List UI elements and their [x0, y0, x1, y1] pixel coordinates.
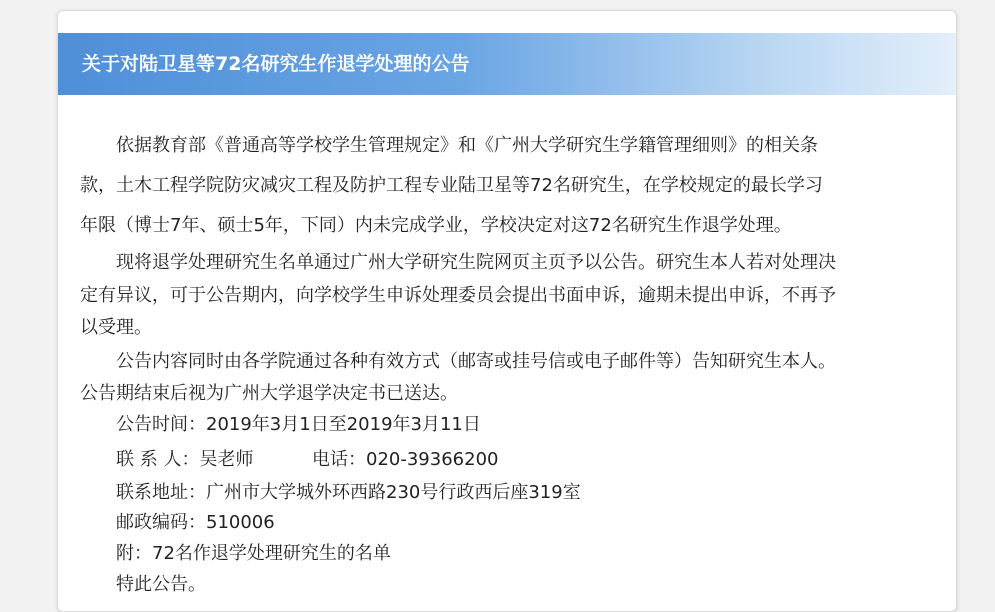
contact-person: 联 系 人：吴老师 — [116, 449, 254, 470]
paragraph1-line3: 年限（博士7年、硕士5年，下同）内未完成学业，学校决定对这72名研究生作退学处理。 — [80, 215, 792, 236]
paragraph3-line2: 公告期结束后视为广州大学退学决定书已送达。 — [80, 383, 458, 404]
paragraph2-line1: 现将退学处理研究生名单通过广州大学研究生院网页主页予以公告。研究生本人若对处理决 — [116, 252, 836, 273]
paragraph2-line3: 以受理。 — [80, 317, 152, 338]
announce-time: 公告时间：2019年3月1日至2019年3月11日 — [116, 414, 481, 435]
paragraph1-line2: 款，土木工程学院防灾减灾工程及防护工程专业陆卫星等72名研究生，在学校规定的最长学习 — [80, 175, 823, 196]
notice-title: 关于对陆卫星等72名研究生作退学处理的公告 — [82, 53, 470, 75]
notice-header — [58, 33, 956, 95]
attachment-note: 附：72名作退学处理研究生的名单 — [116, 543, 391, 564]
notice-card — [57, 10, 957, 612]
paragraph3-line1: 公告内容同时由各学院通过各种有效方式（邮寄或挂号信或电子邮件等）告知研究生本人。 — [116, 351, 836, 372]
closing-text: 特此公告。 — [116, 574, 206, 595]
contact-phone: 电话：020-39366200 — [312, 449, 499, 470]
postal-code: 邮政编码：510006 — [116, 512, 275, 533]
paragraph2-line2: 定有异议，可于公告期内，向学校学生申诉处理委员会提出书面申诉，逾期未提出申诉，不再予 — [80, 285, 836, 306]
contact-address: 联系地址：广州市大学城外环西路230号行政西后座319室 — [116, 482, 581, 503]
paragraph1-line1: 依据教育部《普通高等学校学生管理规定》和《广州大学研究生学籍管理细则》的相关条 — [116, 135, 818, 156]
